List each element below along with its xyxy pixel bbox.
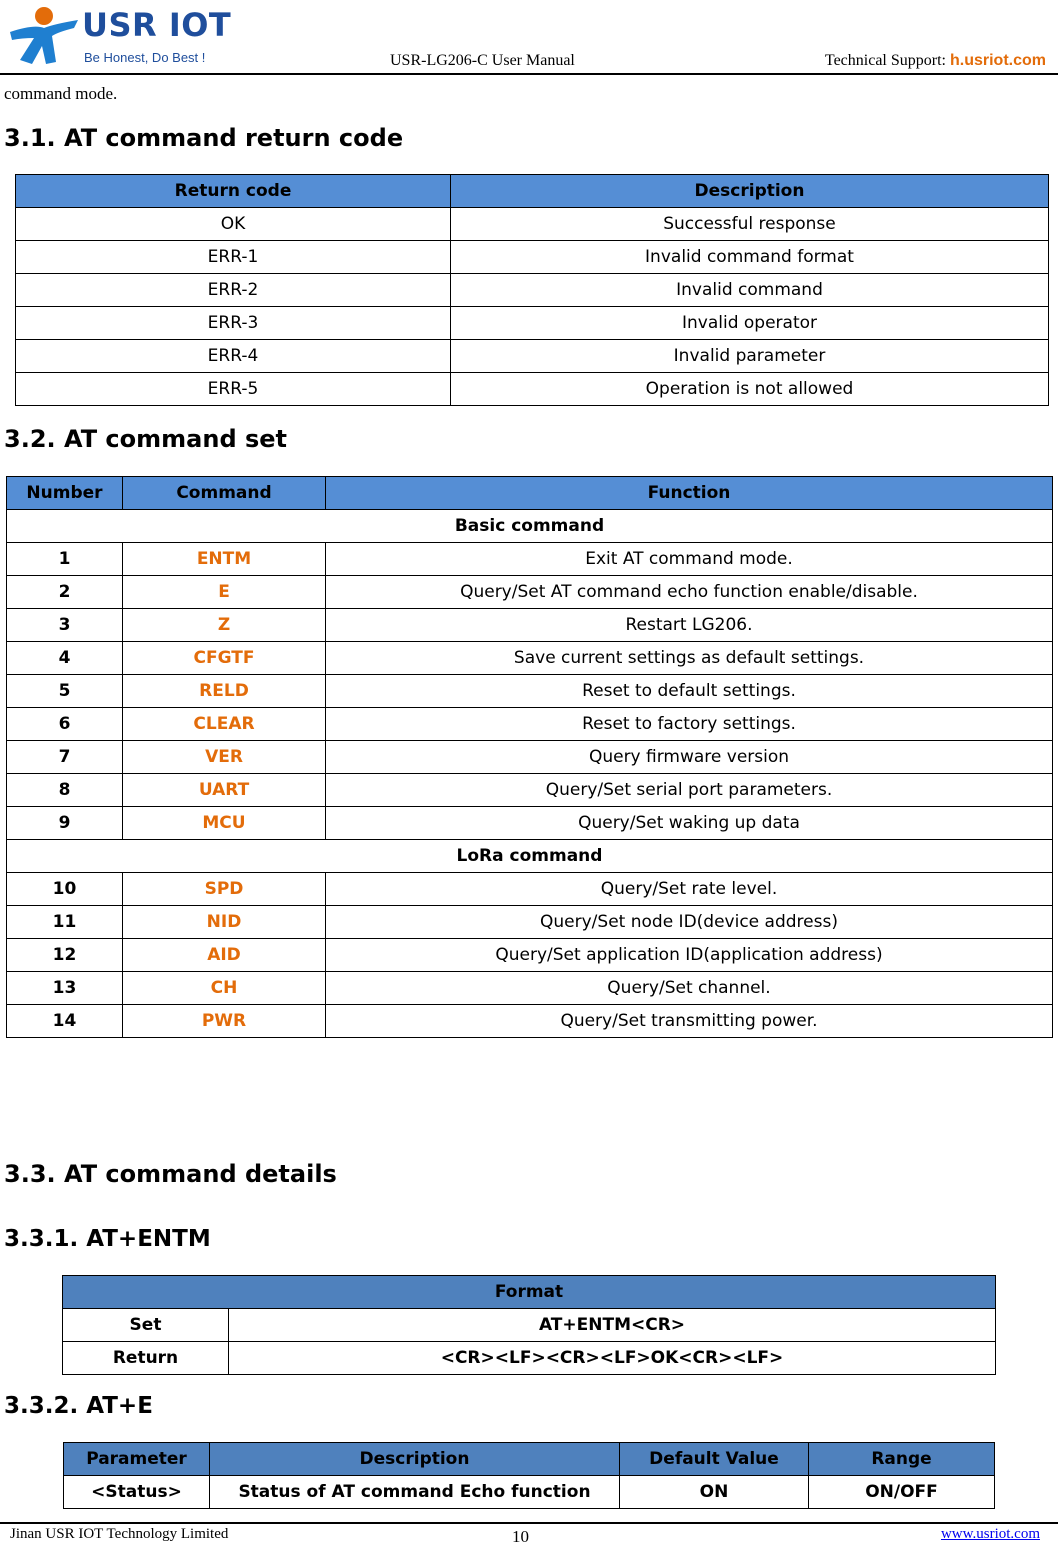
group-row-lora bbox=[7, 840, 1053, 873]
table-header-row bbox=[64, 1443, 995, 1476]
command-cell: PWR bbox=[123, 1005, 326, 1038]
command-cell: CLEAR bbox=[123, 708, 326, 741]
function-cell: Reset to factory settings. bbox=[326, 708, 1053, 741]
command-cell: UART bbox=[123, 774, 326, 807]
table-row bbox=[7, 939, 1053, 972]
logo-text: USR IOT bbox=[82, 6, 232, 44]
description-cell: Invalid parameter bbox=[451, 340, 1049, 373]
number-cell: 10 bbox=[7, 873, 123, 906]
function-cell: Exit AT command mode. bbox=[326, 543, 1053, 576]
description-cell: Invalid command format bbox=[451, 241, 1049, 274]
table-row bbox=[7, 675, 1053, 708]
section-heading-3-1: 3.1. AT command return code bbox=[4, 124, 404, 152]
table-row bbox=[7, 972, 1053, 1005]
number-cell: 4 bbox=[7, 642, 123, 675]
section-heading-3-2: 3.2. AT command set bbox=[4, 425, 288, 453]
support-label: Technical Support: bbox=[824, 52, 950, 69]
table-row bbox=[16, 340, 1049, 373]
number-cell: 1 bbox=[7, 543, 123, 576]
column-header: Range bbox=[809, 1443, 995, 1476]
table-row bbox=[7, 708, 1053, 741]
number-cell: 5 bbox=[7, 675, 123, 708]
range-cell: ON/OFF bbox=[809, 1476, 995, 1509]
function-cell: Query/Set channel. bbox=[326, 972, 1053, 1005]
default-value-cell: ON bbox=[620, 1476, 809, 1509]
table-row bbox=[7, 543, 1053, 576]
function-cell: Save current settings as default settings. bbox=[326, 642, 1053, 675]
command-cell: CFGTF bbox=[123, 642, 326, 675]
description-cell: Operation is not allowed bbox=[451, 373, 1049, 406]
command-cell: Z bbox=[123, 609, 326, 642]
function-cell: Restart LG206. bbox=[326, 609, 1053, 642]
subsection-heading-3-3-2: 3.3.2. AT+E bbox=[4, 1393, 153, 1419]
column-header: Number bbox=[7, 477, 123, 510]
column-header: Default Value bbox=[620, 1443, 809, 1476]
command-cell: AID bbox=[123, 939, 326, 972]
table-row bbox=[7, 906, 1053, 939]
return-code-cell: ERR-5 bbox=[16, 373, 451, 406]
description-cell: Successful response bbox=[451, 208, 1049, 241]
support-link[interactable]: h.usriot.com bbox=[949, 52, 1046, 69]
format-header: Format bbox=[63, 1276, 996, 1309]
column-header: Description bbox=[210, 1443, 620, 1476]
logo-figure-icon bbox=[4, 2, 84, 70]
page-number: 10 bbox=[512, 1527, 529, 1546]
parameter-cell: <Status> bbox=[64, 1476, 210, 1509]
table-row bbox=[16, 274, 1049, 307]
command-cell: E bbox=[123, 576, 326, 609]
group-label: Basic command bbox=[7, 510, 1053, 543]
technical-support bbox=[825, 52, 1046, 70]
table-row bbox=[7, 807, 1053, 840]
intro-text: command mode. bbox=[4, 84, 118, 103]
group-row-basic bbox=[7, 510, 1053, 543]
number-cell: 6 bbox=[7, 708, 123, 741]
return-code-cell: ERR-3 bbox=[16, 307, 451, 340]
function-cell: Query/Set node ID(device address) bbox=[326, 906, 1053, 939]
command-set-table bbox=[6, 476, 1053, 1038]
format-label-cell: Set bbox=[63, 1309, 229, 1342]
table-row bbox=[7, 741, 1053, 774]
function-cell: Reset to default settings. bbox=[326, 675, 1053, 708]
function-cell: Query/Set AT command echo function enable/disable. bbox=[326, 576, 1053, 609]
table-header-row bbox=[16, 175, 1049, 208]
format-label-cell: Return bbox=[63, 1342, 229, 1375]
return-code-cell: ERR-2 bbox=[16, 274, 451, 307]
logo-slogan: Be Honest, Do Best ! bbox=[84, 50, 206, 65]
column-header: Parameter bbox=[64, 1443, 210, 1476]
number-cell: 2 bbox=[7, 576, 123, 609]
table-row bbox=[16, 241, 1049, 274]
table-row bbox=[7, 576, 1053, 609]
table-row bbox=[7, 642, 1053, 675]
command-cell: SPD bbox=[123, 873, 326, 906]
table-row bbox=[16, 373, 1049, 406]
usr-iot-logo bbox=[4, 2, 234, 70]
description-cell: Status of AT command Echo function bbox=[210, 1476, 620, 1509]
footer-website-link[interactable]: www.usriot.com bbox=[940, 1526, 1040, 1542]
number-cell: 8 bbox=[7, 774, 123, 807]
number-cell: 12 bbox=[7, 939, 123, 972]
command-cell: RELD bbox=[123, 675, 326, 708]
function-cell: Query firmware version bbox=[326, 741, 1053, 774]
column-header: Description bbox=[451, 175, 1049, 208]
group-label: LoRa command bbox=[7, 840, 1053, 873]
entm-format-table bbox=[62, 1275, 996, 1375]
function-cell: Query/Set application ID(application address) bbox=[326, 939, 1053, 972]
table-row bbox=[7, 609, 1053, 642]
command-cell: CH bbox=[123, 972, 326, 1005]
return-code-cell: ERR-4 bbox=[16, 340, 451, 373]
number-cell: 14 bbox=[7, 1005, 123, 1038]
command-cell: MCU bbox=[123, 807, 326, 840]
section-heading-3-3: 3.3. AT command details bbox=[4, 1160, 337, 1188]
function-cell: Query/Set rate level. bbox=[326, 873, 1053, 906]
table-row bbox=[16, 307, 1049, 340]
table-header-row bbox=[63, 1276, 996, 1309]
format-value-cell: AT+ENTM<CR> bbox=[229, 1309, 996, 1342]
number-cell: 13 bbox=[7, 972, 123, 1005]
table-row bbox=[63, 1342, 996, 1375]
table-row bbox=[64, 1476, 995, 1509]
number-cell: 3 bbox=[7, 609, 123, 642]
table-row bbox=[63, 1309, 996, 1342]
echo-parameter-table bbox=[63, 1442, 995, 1509]
return-code-cell: OK bbox=[16, 208, 451, 241]
number-cell: 7 bbox=[7, 741, 123, 774]
return-code-table bbox=[15, 174, 1049, 406]
function-cell: Query/Set serial port parameters. bbox=[326, 774, 1053, 807]
function-cell: Query/Set waking up data bbox=[326, 807, 1053, 840]
column-header: Command bbox=[123, 477, 326, 510]
description-cell: Invalid operator bbox=[451, 307, 1049, 340]
format-value-cell: <CR><LF><CR><LF>OK<CR><LF> bbox=[229, 1342, 996, 1375]
table-row bbox=[16, 208, 1049, 241]
number-cell: 11 bbox=[7, 906, 123, 939]
number-cell: 9 bbox=[7, 807, 123, 840]
command-cell: ENTM bbox=[123, 543, 326, 576]
table-row bbox=[7, 1005, 1053, 1038]
command-cell: VER bbox=[123, 741, 326, 774]
table-row bbox=[7, 774, 1053, 807]
column-header: Return code bbox=[16, 175, 451, 208]
function-cell: Query/Set transmitting power. bbox=[326, 1005, 1053, 1038]
footer-company: Jinan USR IOT Technology Limited bbox=[10, 1526, 229, 1542]
description-cell: Invalid command bbox=[451, 274, 1049, 307]
subsection-heading-3-3-1: 3.3.1. AT+ENTM bbox=[4, 1226, 211, 1252]
column-header: Function bbox=[326, 477, 1053, 510]
command-cell: NID bbox=[123, 906, 326, 939]
footer-divider bbox=[0, 1522, 1058, 1524]
table-header-row bbox=[7, 477, 1053, 510]
manual-title: USR-LG206-C User Manual bbox=[390, 52, 575, 69]
return-code-cell: ERR-1 bbox=[16, 241, 451, 274]
header-divider bbox=[0, 73, 1058, 75]
table-row bbox=[7, 873, 1053, 906]
